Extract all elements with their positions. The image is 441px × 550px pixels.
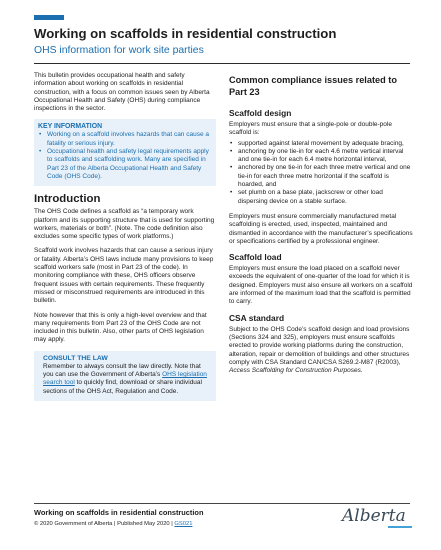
csa-text: Subject to the OHS Code’s scaffold design and load provisions (Sections 324 and 325), employers must ensure scaffolds erected to provide working platforms during the construction, alteration, repair or demolition of buildings and other structures comply with CSA Standard CAN/CSA S269.2-M87 (R2003), (229, 325, 410, 366)
scaffold-design-item: • anchored by one tie-in for each three metre vertical and one tie-in for each three metre horizontal if the scaffold is hoarded, and (229, 164, 413, 189)
introduction-paragraph: Scaffold work involves hazards that can cause a serious injury or fatality. Alberta’s OHS laws include many provisions to keep scaffold workers safe (most in Part 23 of the code). In monitoring compliance with these, OHS officers observe frequent issues with certain requirements. These frequently missed or misconstrued requirements are introduced in this bulletin. (34, 247, 214, 305)
csa-standard-heading: CSA standard (229, 312, 285, 323)
footer-title: Working on scaffolds in residential construction (34, 508, 204, 517)
csa-standard-title: Access Scaffolding for Construction Purposes. (229, 367, 363, 375)
consult-the-law-text (43, 363, 211, 396)
accent-bar (34, 15, 64, 20)
footer-divider (34, 503, 410, 504)
header-divider (34, 63, 410, 64)
compliance-heading: Common compliance issues related to Part 23 (229, 75, 397, 97)
consult-text-after: to quickly find, download or share individual sections of the OHS Act, Regulation and Code. (43, 379, 202, 395)
key-information-list (38, 131, 212, 181)
key-information-box (34, 119, 216, 186)
page-title: Working on scaffolds in residential construction (34, 26, 337, 41)
csa-standard-paragraph (229, 326, 413, 376)
key-information-item: • Occupational health and safety legal requirements apply to scaffolds and scaffolding work. Many are specified in Part 23 of the Alberta Occupational Health and Safety Code (OHS Code). (38, 148, 212, 181)
key-information-heading: KEY INFORMATION (38, 123, 103, 131)
scaffold-load-paragraph: Employers must ensure the load placed on a scaffold never exceeds the equivalent of one-quarter of the load for which it is designed. Employers must also ensure all workers on a scaffold are informed of the maximum load that the scaffold is permitted to carry. (229, 265, 413, 306)
scaffold-manufacturer-paragraph: Employers must ensure commercially manufactured metal scaffolding is erected, used, inspected, maintained and dismantled in accordance with the manufacturer’s specifications or specifications certified by a professional engineer. (229, 212, 413, 245)
scaffold-design-item: • supported against lateral movement by adequate bracing, (229, 140, 413, 148)
scaffold-design-item: • anchoring by one tie-in for each 4.6 metre vertical interval and one tie-in for each 6.4 metre horizontal interval, (229, 148, 413, 165)
intro-paragraph: This bulletin provides occupational health and safety information about working on scaffolds in residential construction, with a focus on common issues seen by Alberta Occupational Health and Safety (OHS) during compliance inspections in the sector. (34, 72, 210, 113)
scaffold-design-lead: Employers must ensure that a single-pole or double-pole scaffold is: (229, 121, 392, 137)
scaffold-load-heading: Scaffold load (229, 252, 282, 263)
footer-code-link[interactable]: GS021 (174, 521, 193, 527)
introduction-paragraph: Note however that this is only a high-level overview and that many requirements from Part 23 of the OHS Code are not included in this bulletin. Also, other parts of OHS legislation may apply. (34, 311, 207, 344)
scaffold-design-heading: Scaffold design (229, 108, 292, 118)
left-column (34, 72, 216, 401)
consult-text-before: Remember to always consult the law directly. Note that you can use the Government of Alberta’s (43, 362, 201, 379)
alberta-logo: Alberta (342, 506, 406, 526)
footer-meta (34, 521, 192, 527)
footer-copyright: © 2020 Government of Alberta | Published May 2020 | (34, 521, 175, 527)
consult-the-law-box (34, 351, 216, 401)
introduction-heading: Introduction (34, 193, 101, 206)
key-information-item: • Working on a scaffold involves hazards that can cause a fatality or serious injury. (38, 131, 212, 148)
scaffold-design-list (229, 140, 413, 206)
introduction-paragraph: The OHS Code defines a scaffold as “a temporary work platform and its supporting structure that is used for supporting workers, materials or both”. (Note. The code definition also excludes some specific types of work platforms.) (34, 208, 215, 241)
page-subtitle: OHS information for work site parties (34, 45, 204, 56)
right-column (229, 72, 413, 375)
logo-underline (388, 526, 412, 528)
ohs-legislation-search-link[interactable]: OHS legislation search tool (43, 371, 207, 387)
scaffold-design-item: • set plumb on a base plate, jackscrew or other load dispersing device on a stable surface. (229, 189, 413, 206)
consult-the-law-heading: CONSULT THE LAW (43, 354, 108, 362)
